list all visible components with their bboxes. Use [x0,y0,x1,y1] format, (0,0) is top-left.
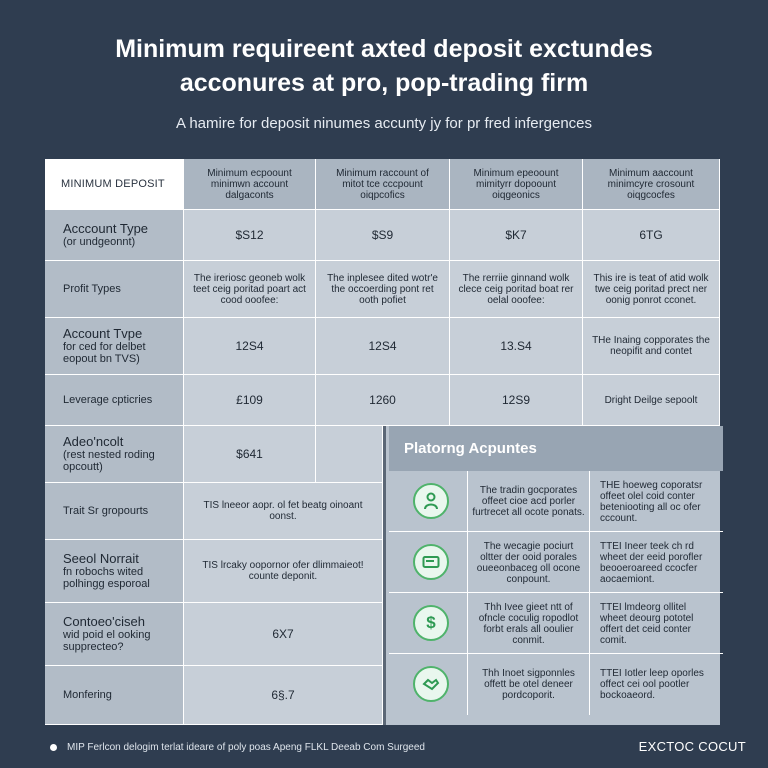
footer-text: MIP Ferlcon delogim terlat ideare of poly poas Apeng FLKL Deeab Com Surgeed [67,742,425,753]
page-title [0,32,768,100]
title-line-1: Minimum requireent axted deposit exctundes [115,35,653,63]
table-cell: This ire is teat of atid wolk twe ceig poritad prect ner oonig ponrot cconet. [583,261,720,318]
table-cell: 6TG [583,210,720,261]
person-icon [413,483,449,519]
table-cell: $S9 [316,210,450,261]
row-label-sub: Trait Sr gropourts [63,505,149,517]
table-cell: $K7 [450,210,583,261]
row-label-title: Account Tvpe [63,326,143,341]
column-header: Minimum aaccount minimcyre crosount oiqgcocfes [583,159,720,210]
brand-logo-text: EXCTOC COCUT [638,739,746,754]
panel-cell: TTEI lmdeorg ollitel wheet deourg pototel offert det ceid conter comit. [589,593,723,654]
row-label [45,666,184,725]
table-cell [316,426,383,483]
list-item [389,654,723,715]
table-cell: THe Inaing copporates the neopifit and contet [583,318,720,375]
title-line-2: acconures at pro, pop-trading firm [179,69,589,97]
panel-cell: THE hoeweg coporatsr offeet olel coid conter beteniooting all oc ofer cccount. [589,471,723,532]
row-label [45,426,184,483]
table-cell: The inplesee dited wotr'e the occoerding pont ret ooth pofiet [316,261,450,318]
row-label-sub: Leverage cpticries [63,394,153,406]
row-label-title: Seeol Norrait [63,551,139,566]
row-label-sub: for ced for delbet eopout bn TVS) [63,341,146,365]
row-label [45,603,184,666]
row-label-sub: Profit Types [63,283,121,295]
row-label-sub: fn robochs wited polhingg esporoal [63,566,150,590]
table-cell: 12S9 [450,375,583,426]
row-label-sub: (rest nested roding opcoutt) [63,449,155,473]
row-label-title: Adeo'ncolt [63,434,124,449]
table-corner-label: MINIMUM DEPOSIT [45,159,184,210]
row-label-title: Acccount Type [63,221,149,236]
row-label [45,375,184,426]
panel-cell: TTEI Iotler leep oporles offect cei ool pootler bockoaeord. [589,654,723,715]
list-item [389,593,723,654]
list-item [389,532,723,593]
platform-accounts-panel [383,426,720,725]
table-cell: $S12 [184,210,316,261]
table-cell: $641 [184,426,316,483]
row-label [45,261,184,318]
table-cell: The ireriosc geoneb wolk teet ceig poritad poart act cood ooofee: [184,261,316,318]
table-cell: The rerriie ginnand wolk clece ceig poritad boat rer oelal ooofee: [450,261,583,318]
panel-cell: The tradin gocporates offeet cioe acd porler furtrecet all ocote ponats. [467,471,589,532]
row-label [45,210,184,261]
column-header: Minimum raccount of mitot tce cccpount oiqpcofics [316,159,450,210]
panel-cell: Thh Inoet sigponnles offett be otel deneer pordcoporit. [467,654,589,715]
page-subtitle: A hamire for deposit ninumes accunty jy for pr fred infergences [175,115,593,132]
handshake-icon [413,666,449,702]
panel-cell: Thh Ivee gieet ntt of ofncle coculig ropodlot forbt erals all ooulier conmit. [467,593,589,654]
table-cell: £109 [184,375,316,426]
row-label [45,540,184,603]
panel-cell: TTEI Ineer teek ch rd wheet der eeid porofler beooeroareed ccocfer aocaemiont. [589,532,723,593]
table-cell: 6§.7 [184,666,383,725]
table-cell: 12S4 [316,318,450,375]
table-cell: 12S4 [184,318,316,375]
row-label-sub: (or undgeonnt) [63,236,136,248]
row-label-sub: wid poid el ooking supprecteo? [63,629,151,653]
panel-title: Platorng Acpuntes [389,426,723,471]
row-label [45,318,184,375]
row-label-sub: Monfering [63,689,112,701]
bullet-dot-icon [50,744,57,751]
column-header: Minimum ecpoount minimwn account dalgaconts [184,159,316,210]
footer-note [50,742,425,753]
list-item [389,471,723,532]
column-header: Minimum epeoount mimityrr dopoount oiqgeonics [450,159,583,210]
row-label-title: Contoeo'ciseh [63,614,145,629]
table-cell: 6X7 [184,603,383,666]
table-cell: TIS lrcaky oopornor ofer dlimmaieot! counte deponit. [184,540,383,603]
table-cell: TIS lneeor aopr. ol fet beatg oinoant oonst. [184,483,383,540]
card-icon [413,544,449,580]
dollar-icon: $ [413,605,449,641]
table-cell: 1260 [316,375,450,426]
panel-cell: The wecagie pociurt oltter der ooid porales oueeonbaceg oll ocone conpount. [467,532,589,593]
row-label [45,483,184,540]
table-cell: 13.S4 [450,318,583,375]
table-cell: Dright Deilge sepoolt [583,375,720,426]
